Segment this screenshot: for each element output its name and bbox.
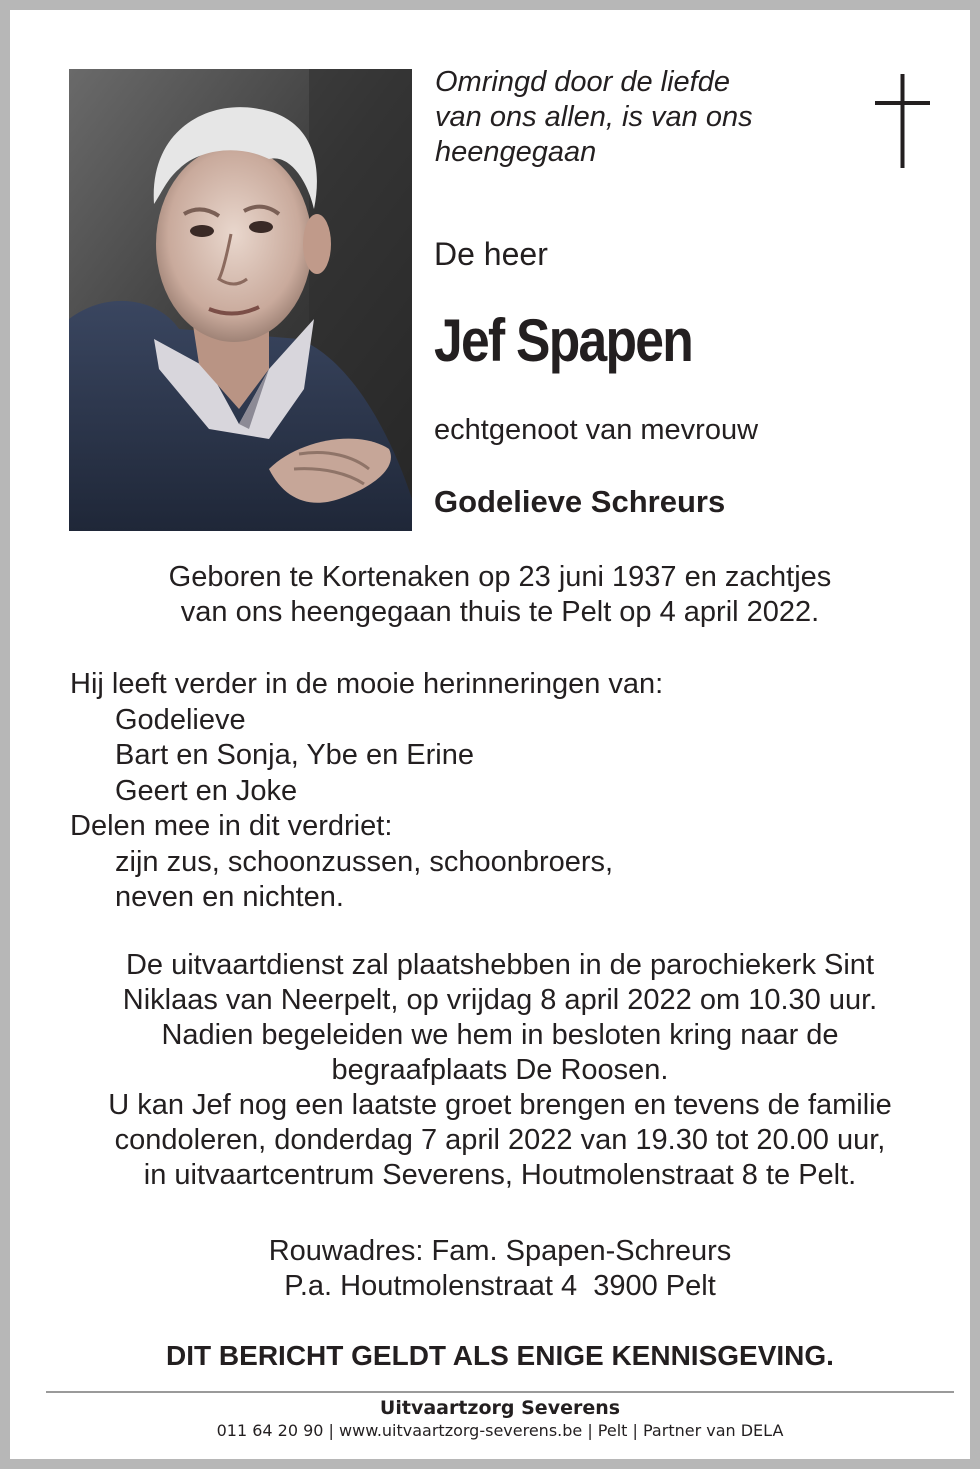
intro-line: Omringd door de liefde xyxy=(435,66,730,98)
birth-line: van ons heengegaan thuis te Pelt op 4 april 2022. xyxy=(180,596,820,628)
honorific: De heer xyxy=(434,236,548,272)
portrait-photo xyxy=(69,69,412,531)
family-list xyxy=(70,667,663,916)
service-line: U kan Jef nog een laatste groet brengen en tevens de familie xyxy=(108,1089,892,1121)
cross-icon xyxy=(875,74,930,168)
service-info xyxy=(40,948,960,1193)
service-line: Niklaas van Neerpelt, op vrijdag 8 april 2022 om 10.30 uur. xyxy=(122,984,878,1016)
notice-text: DIT BERICHT GELDT ALS ENIGE KENNISGEVING. xyxy=(166,1340,834,1371)
mourning-address xyxy=(40,1234,960,1304)
intro-text xyxy=(435,65,753,170)
service-line: in uitvaartcentrum Severens, Houtmolenstraat 8 te Pelt. xyxy=(143,1159,857,1191)
service-line: begraafplaats De Roosen. xyxy=(331,1054,669,1086)
funeral-home-contact: 011 64 20 90 | www.uitvaartzorg-severens.be | Pelt | Partner van DELA xyxy=(216,1421,784,1440)
family-member: Bart en Sonja, Ybe en Erine xyxy=(115,739,474,771)
service-line: Nadien begeleiden we hem in besloten kring naar de xyxy=(161,1019,839,1051)
address-line: Rouwadres: Fam. Spapen-Schreurs xyxy=(268,1235,732,1267)
spouse-name: Godelieve Schreurs xyxy=(434,484,726,519)
footer-divider xyxy=(46,1391,954,1393)
funeral-home-name: Uitvaartzorg Severens xyxy=(379,1397,621,1419)
intro-line: van ons allen, is van ons xyxy=(435,101,753,133)
birth-text xyxy=(40,560,960,630)
address-line: P.a. Houtmolenstraat 4 3900 Pelt xyxy=(284,1270,716,1302)
family-member: Godelieve xyxy=(115,703,246,736)
service-line: condoleren, donderdag 7 april 2022 van 19.30 tot 20.00 uur, xyxy=(114,1124,886,1156)
spouse-relation: echtgenoot van mevrouw xyxy=(434,414,759,446)
sorrow-heading: Delen mee in dit verdriet: xyxy=(70,810,393,842)
family-member: Geert en Joke xyxy=(115,774,298,807)
deceased-name: Jef Spapen xyxy=(434,307,693,374)
memories-heading: Hij leeft verder in de mooie herinneringen van: xyxy=(70,668,664,700)
sorrow-member: neven en nichten. xyxy=(115,881,344,913)
birth-line: Geboren te Kortenaken op 23 juni 1937 en zachtjes xyxy=(168,561,832,593)
sorrow-member: zijn zus, schoonzussen, schoonbroers, xyxy=(115,845,614,878)
service-line: De uitvaartdienst zal plaatshebben in de parochiekerk Sint xyxy=(125,949,874,981)
intro-line: heengegaan xyxy=(435,136,597,168)
